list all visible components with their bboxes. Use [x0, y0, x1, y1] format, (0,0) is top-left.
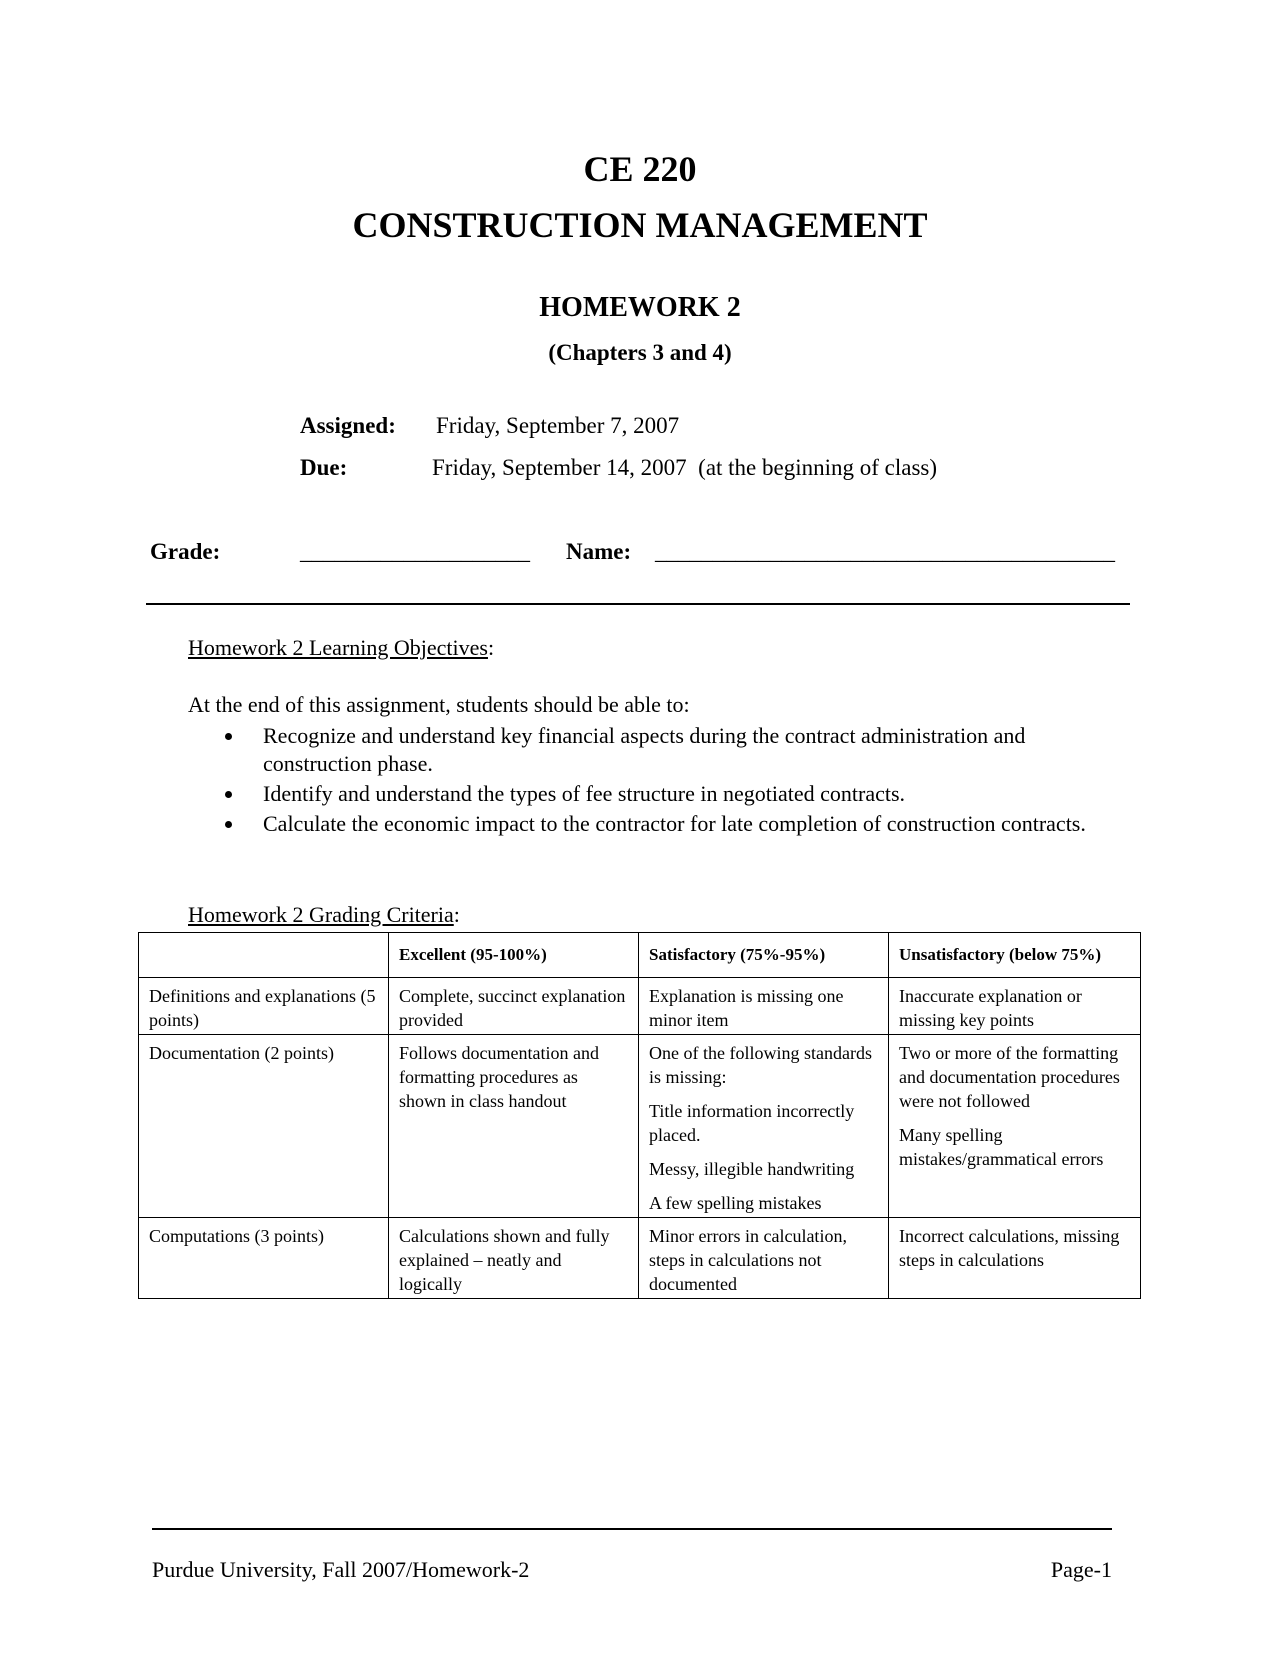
- table-row: [139, 978, 1141, 1035]
- cell-text: Complete, succinct explanation provided: [399, 986, 626, 1030]
- bullet-icon: [225, 733, 232, 740]
- column-header-excellent: Excellent (95-100%): [389, 933, 639, 978]
- header-divider: [146, 603, 1130, 605]
- cell-text: One of the following standards is missing:: [649, 1043, 872, 1087]
- objectives-heading: [188, 634, 494, 662]
- satisfactory-cell: [639, 978, 889, 1035]
- assigned-date: Friday, September 7, 2007: [436, 413, 680, 438]
- objective-text: Calculate the economic impact to the contractor for late completion of construction contracts.: [263, 811, 1086, 836]
- grading-table: [138, 932, 1141, 1299]
- course-name: CONSTRUCTION MANAGEMENT: [352, 205, 928, 245]
- column-header-satisfactory: Satisfactory (75%-95%): [639, 933, 889, 978]
- cell-text: Follows documentation and formatting procedures as shown in class handout: [399, 1043, 599, 1111]
- cell-text: Incorrect calculations, missing steps in calculations: [899, 1226, 1120, 1270]
- name-blank: ________________________________________: [655, 539, 1115, 564]
- grade-blank: ____________________: [300, 539, 530, 564]
- satisfactory-cell: [639, 1218, 889, 1299]
- cell-text: Many spelling mistakes/grammatical errors: [899, 1125, 1104, 1169]
- cell-text: Title information incorrectly placed.: [649, 1101, 855, 1145]
- objectives-heading-colon: :: [487, 635, 495, 660]
- cell-text: A few spelling mistakes: [649, 1193, 822, 1213]
- page-number: Page-1: [1050, 1557, 1112, 1582]
- list-item: [263, 810, 1113, 838]
- cell-text: Calculations shown and fully explained – neatly and logically: [399, 1226, 610, 1294]
- criterion-cell: Computations (3 points): [139, 1218, 389, 1299]
- objective-text: Recognize and understand key financial aspects during the contract administration and construction phase.: [263, 723, 1026, 776]
- excellent-cell: [389, 1218, 639, 1299]
- footer-left: Purdue University, Fall 2007/Homework-2: [152, 1557, 530, 1582]
- excellent-cell: [389, 978, 639, 1035]
- column-header-unsatisfactory: Unsatisfactory (below 75%): [889, 933, 1141, 978]
- criterion-cell: Definitions and explanations (5 points): [139, 978, 389, 1035]
- table-row: [139, 1218, 1141, 1299]
- objectives-list: [263, 722, 1113, 840]
- cell-text: Inaccurate explanation or missing key points: [899, 986, 1082, 1030]
- due-label: Due:: [300, 455, 348, 480]
- unsatisfactory-cell: [889, 1035, 1141, 1218]
- unsatisfactory-cell: [889, 1218, 1141, 1299]
- objectives-intro: At the end of this assignment, students should be able to:: [188, 692, 690, 717]
- grading-heading-text: Homework 2 Grading Criteria: [188, 902, 454, 927]
- due-date: Friday, September 14, 2007 (at the beginning of class): [432, 455, 938, 480]
- grade-label: Grade:: [150, 539, 221, 564]
- cell-text: Minor errors in calculation, steps in calculations not documented: [649, 1226, 847, 1294]
- column-header: [139, 933, 389, 978]
- criterion-cell: Documentation (2 points): [139, 1035, 389, 1218]
- homework-title: HOMEWORK 2: [539, 292, 741, 323]
- satisfactory-cell: [639, 1035, 889, 1218]
- course-code: CE 220: [583, 149, 697, 189]
- grading-heading-colon: :: [453, 902, 460, 927]
- excellent-cell: [389, 1035, 639, 1218]
- unsatisfactory-cell: [889, 978, 1141, 1035]
- chapters-subtitle: (Chapters 3 and 4): [548, 340, 732, 365]
- bullet-icon: [225, 791, 232, 798]
- objective-text: Identify and understand the types of fee structure in negotiated contracts.: [263, 781, 906, 806]
- list-item: [263, 722, 1113, 778]
- table-row: [139, 1035, 1141, 1218]
- table-header-row: [139, 933, 1141, 978]
- cell-text: Explanation is missing one minor item: [649, 986, 844, 1030]
- cell-text: Messy, illegible handwriting: [649, 1159, 855, 1179]
- footer-divider: [152, 1528, 1112, 1530]
- cell-text: Two or more of the formatting and documentation procedures were not followed: [899, 1043, 1120, 1111]
- list-item: [263, 780, 1113, 808]
- name-label: Name:: [566, 539, 632, 564]
- bullet-icon: [225, 821, 232, 828]
- grading-heading: [188, 901, 460, 929]
- objectives-heading-text: Homework 2 Learning Objectives: [188, 635, 488, 660]
- assigned-label: Assigned:: [300, 413, 396, 438]
